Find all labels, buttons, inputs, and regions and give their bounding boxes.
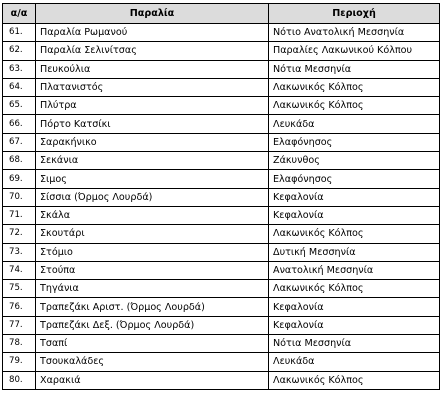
region-name: Ζάκυνθος: [269, 152, 440, 170]
region-name: Κεφαλονία: [269, 188, 440, 206]
table-row: [3, 42, 440, 60]
beaches-table: [2, 3, 440, 390]
beach-name: Τσαπί: [36, 335, 269, 353]
region-name: Κεφαλονία: [269, 298, 440, 316]
table-row: [3, 152, 440, 170]
region-name: Λακωνικός Κόλπος: [269, 97, 440, 115]
row-number: 65.: [3, 97, 36, 115]
beach-name: Σιμος: [36, 170, 269, 188]
region-name: Κεφαλονία: [269, 206, 440, 224]
row-number: 73.: [3, 243, 36, 261]
region-name: Λευκάδα: [269, 115, 440, 133]
row-number: 62.: [3, 42, 36, 60]
region-name: Λευκάδα: [269, 353, 440, 371]
table-row: [3, 78, 440, 96]
header-region: Περιοχή: [269, 4, 440, 24]
beach-name: Στόμιο: [36, 243, 269, 261]
row-number: 80.: [3, 371, 36, 389]
beach-name: Παραλία Σελινίτσας: [36, 42, 269, 60]
beach-name: Τραπεζάκι Αριστ. (Όρμος Λουρδά): [36, 298, 269, 316]
table-row: [3, 170, 440, 188]
row-number: 74.: [3, 261, 36, 279]
region-name: Λακωνικός Κόλπος: [269, 280, 440, 298]
beach-name: Τραπεζάκι Δεξ. (Όρμος Λουρδά): [36, 316, 269, 334]
beach-name: Πευκούλια: [36, 60, 269, 78]
row-number: 69.: [3, 170, 36, 188]
row-number: 79.: [3, 353, 36, 371]
table-row: [3, 353, 440, 371]
beach-name: Πλατανιστός: [36, 78, 269, 96]
region-name: Λακωνικός Κόλπος: [269, 225, 440, 243]
table-row: [3, 316, 440, 334]
table-row: [3, 335, 440, 353]
table-row: [3, 298, 440, 316]
region-name: Κεφαλονία: [269, 316, 440, 334]
beach-name: Πόρτο Κατσίκι: [36, 115, 269, 133]
table-row: [3, 280, 440, 298]
table-row: [3, 225, 440, 243]
beach-name: Σαρακήνικο: [36, 133, 269, 151]
table-row: [3, 60, 440, 78]
row-number: 71.: [3, 206, 36, 224]
row-number: 70.: [3, 188, 36, 206]
table-row: [3, 261, 440, 279]
region-name: Νότιο Ανατολική Μεσσηνία: [269, 24, 440, 42]
row-number: 67.: [3, 133, 36, 151]
row-number: 66.: [3, 115, 36, 133]
table-row: [3, 133, 440, 151]
row-number: 77.: [3, 316, 36, 334]
beach-name: Τσουκαλάδες: [36, 353, 269, 371]
beach-name: Τηγάνια: [36, 280, 269, 298]
row-number: 76.: [3, 298, 36, 316]
table-row: [3, 24, 440, 42]
row-number: 72.: [3, 225, 36, 243]
row-number: 78.: [3, 335, 36, 353]
row-number: 63.: [3, 60, 36, 78]
region-name: Λακωνικός Κόλπος: [269, 78, 440, 96]
region-name: Δυτική Μεσσηνία: [269, 243, 440, 261]
region-name: Νότια Μεσσηνία: [269, 335, 440, 353]
table-row: [3, 206, 440, 224]
row-number: 68.: [3, 152, 36, 170]
table-header-row: [3, 4, 440, 24]
table-row: [3, 243, 440, 261]
beach-name: Πλύτρα: [36, 97, 269, 115]
beach-name: Σίσσια (Όρμος Λουρδά): [36, 188, 269, 206]
region-name: Ανατολική Μεσσηνία: [269, 261, 440, 279]
table-row: [3, 371, 440, 389]
row-number: 75.: [3, 280, 36, 298]
region-name: Λακωνικός Κόλπος: [269, 371, 440, 389]
table-row: [3, 188, 440, 206]
beach-name: Σκουτάρι: [36, 225, 269, 243]
beach-name: Σκάλα: [36, 206, 269, 224]
header-number: α/α: [3, 4, 36, 24]
beach-name: Σεκάνια: [36, 152, 269, 170]
region-name: Ελαφόνησος: [269, 133, 440, 151]
beach-name: Χαρακιά: [36, 371, 269, 389]
region-name: Παραλίες Λακωνικού Κόλπου: [269, 42, 440, 60]
table-row: [3, 115, 440, 133]
region-name: Ελαφόνησος: [269, 170, 440, 188]
header-beach: Παραλία: [36, 4, 269, 24]
beach-name: Στούπα: [36, 261, 269, 279]
table-row: [3, 97, 440, 115]
beach-name: Παραλία Ρωμανού: [36, 24, 269, 42]
region-name: Νότια Μεσσηνία: [269, 60, 440, 78]
row-number: 61.: [3, 24, 36, 42]
row-number: 64.: [3, 78, 36, 96]
